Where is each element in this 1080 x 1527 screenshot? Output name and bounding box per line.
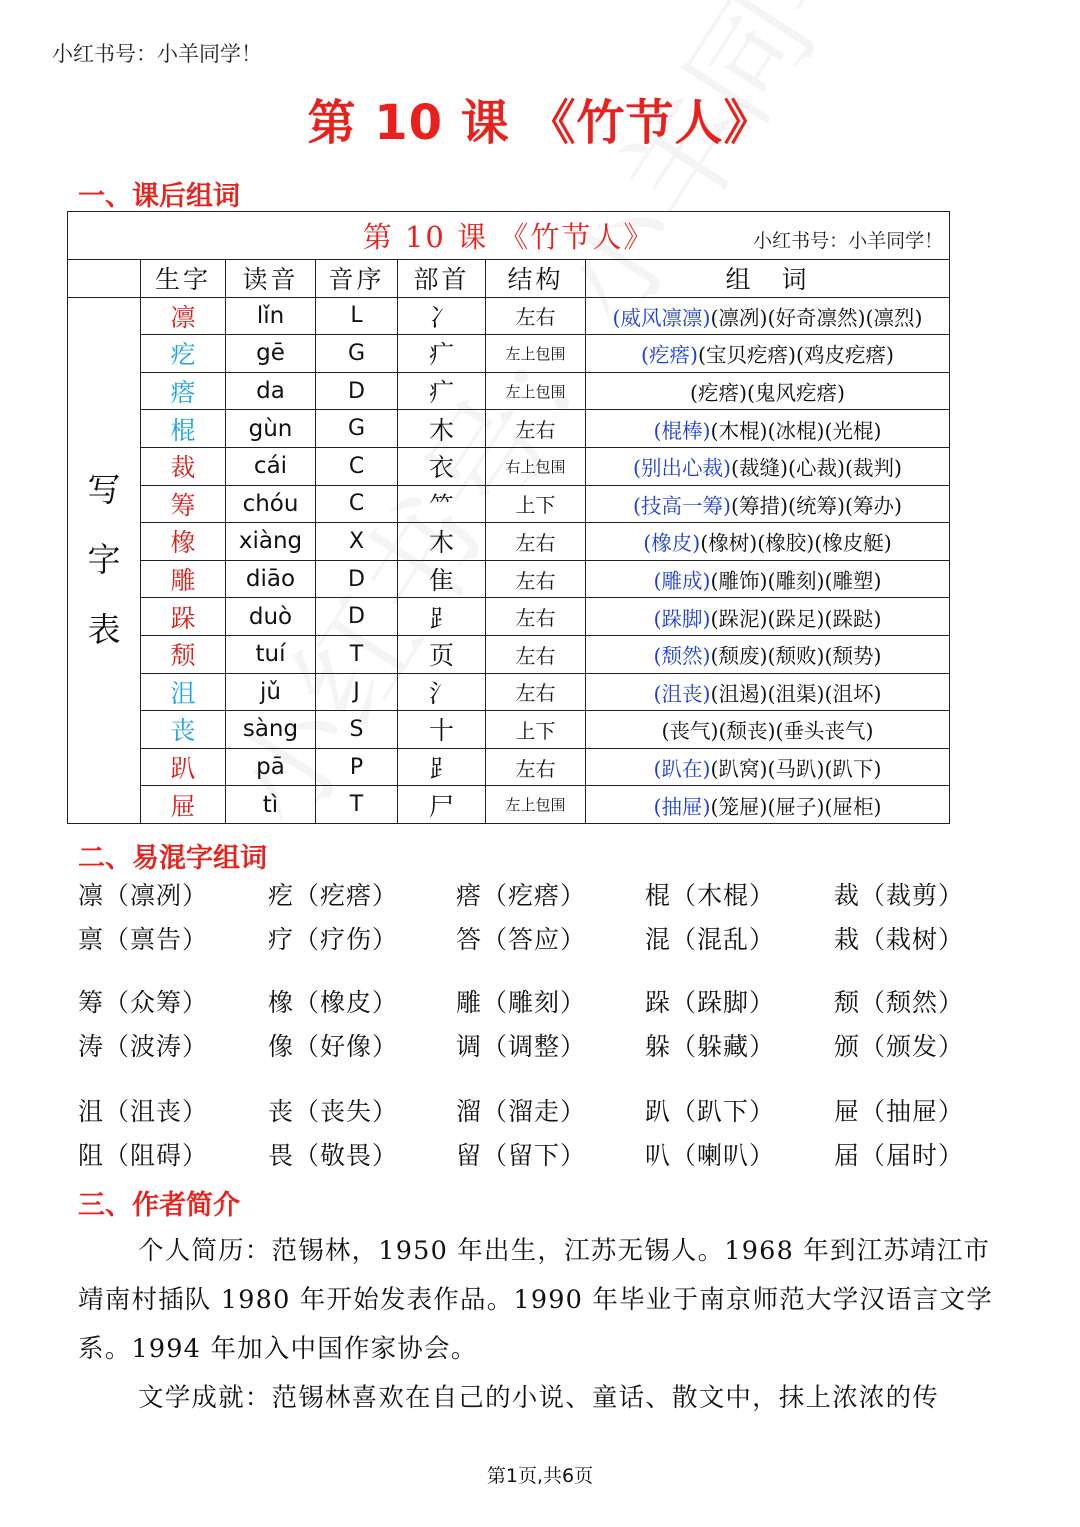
confusable-item: 趴（趴下） bbox=[645, 1097, 776, 1126]
cell-radical: 隹 bbox=[398, 560, 486, 598]
cell-structure: 上下 bbox=[486, 711, 586, 749]
cell-order: X bbox=[316, 523, 398, 561]
table-row bbox=[68, 335, 950, 373]
cell-char: 跺 bbox=[141, 598, 226, 636]
cell-order: T bbox=[316, 786, 398, 824]
confusable-item: 筹（众筹） bbox=[78, 988, 209, 1017]
cell-radical: 疒 bbox=[398, 335, 486, 373]
cell-char: 雕 bbox=[141, 560, 226, 598]
cell-pinyin: da bbox=[226, 372, 316, 410]
cell-order: D bbox=[316, 598, 398, 636]
header-words: 组 词 bbox=[586, 260, 950, 298]
table-row bbox=[68, 711, 950, 749]
word-list: (雕饰)(雕刻)(雕塑) bbox=[710, 569, 882, 594]
cell-pinyin: jǔ bbox=[226, 673, 316, 711]
cell-pinyin: sàng bbox=[226, 711, 316, 749]
cell-radical: 尸 bbox=[398, 786, 486, 824]
bio-paragraph-1: 个人简历：范锡林，1950 年出生，江苏无锡人。1968 年到江苏靖江市靖南村插队 1980 年开始发表作品。1990 年毕业于南京师范大学汉语言文学系。1994 年加入中国作家协会。 bbox=[78, 1236, 993, 1364]
confusable-item: 留（留下） bbox=[456, 1141, 587, 1170]
cell-words bbox=[586, 748, 950, 786]
word-highlight: (威风凛凛) bbox=[612, 305, 711, 330]
table-row bbox=[68, 786, 950, 824]
header-blank bbox=[68, 260, 141, 298]
word-list: (趴窝)(马趴)(趴下) bbox=[710, 757, 882, 782]
confusable-item: 畏（敬畏） bbox=[268, 1141, 399, 1170]
cell-pinyin: gùn bbox=[226, 410, 316, 448]
cell-char: 屉 bbox=[141, 786, 226, 824]
cell-char: 丧 bbox=[141, 711, 226, 749]
table-row bbox=[68, 410, 950, 448]
side-label: 写 字 表 bbox=[68, 297, 141, 823]
cell-words bbox=[586, 786, 950, 824]
confusable-item: 棍（木棍） bbox=[645, 881, 776, 910]
confusable-item: 雕（雕刻） bbox=[456, 988, 587, 1017]
cell-structure: 左上包围 bbox=[486, 335, 586, 373]
confusable-item: 疗（疗伤） bbox=[268, 925, 399, 954]
header-char: 生字 bbox=[141, 260, 226, 298]
table-watermark: 小红书号：小羊同学！ bbox=[753, 230, 944, 252]
cell-char: 疙 bbox=[141, 335, 226, 373]
table-title: 第 10 课 《竹节人》 bbox=[362, 220, 655, 254]
confusable-item: 溜（溜走） bbox=[456, 1097, 587, 1126]
confusable-item: 涛（波涛） bbox=[78, 1032, 209, 1061]
cell-radical: 冫 bbox=[398, 297, 486, 335]
word-highlight: (抽屉) bbox=[653, 794, 711, 819]
cell-char: 橡 bbox=[141, 523, 226, 561]
cell-char: 棍 bbox=[141, 410, 226, 448]
cell-structure: 左右 bbox=[486, 523, 586, 561]
cell-radical: 木 bbox=[398, 410, 486, 448]
cell-pinyin: lǐn bbox=[226, 297, 316, 335]
confusable-item: 届（届时） bbox=[834, 1141, 965, 1170]
bio-paragraph-2: 文学成就：范锡林喜欢在自己的小说、童话、散文中，抹上浓浓的传 bbox=[138, 1383, 940, 1413]
confusable-item: 屉（抽屉） bbox=[834, 1097, 965, 1126]
cell-order: C bbox=[316, 447, 398, 485]
word-highlight: (棍棒) bbox=[653, 418, 711, 443]
table-row bbox=[68, 673, 950, 711]
word-list: (笼屉)(屉子)(屉柜) bbox=[710, 794, 882, 819]
cell-radical: 木 bbox=[398, 523, 486, 561]
cell-structure: 左右 bbox=[486, 297, 586, 335]
table-row bbox=[68, 372, 950, 410]
word-list: (裁缝)(心裁)(裁判) bbox=[731, 456, 903, 481]
cell-pinyin: duò bbox=[226, 598, 316, 636]
cell-structure: 左右 bbox=[486, 560, 586, 598]
confusable-item: 混（混乱） bbox=[645, 925, 776, 954]
word-list: (颓废)(颓败)(颓势) bbox=[710, 644, 882, 669]
confusable-item: 凛（凛冽） bbox=[78, 881, 209, 910]
section-heading-word-groups: 一、课后组词 bbox=[78, 181, 240, 212]
section-heading-author: 三、作者简介 bbox=[78, 1190, 240, 1221]
cell-char: 沮 bbox=[141, 673, 226, 711]
cell-structure: 右上包围 bbox=[486, 447, 586, 485]
page-footer: 第1页,共6页 bbox=[486, 1465, 594, 1487]
header-order: 音序 bbox=[316, 260, 398, 298]
cell-char: 趴 bbox=[141, 748, 226, 786]
watermark-text: 小红书号：小羊同学！ bbox=[52, 42, 262, 66]
cell-order: G bbox=[316, 335, 398, 373]
cell-words bbox=[586, 335, 950, 373]
cell-pinyin: tuí bbox=[226, 635, 316, 673]
cell-words bbox=[586, 447, 950, 485]
cell-structure: 左右 bbox=[486, 410, 586, 448]
page-title: 第 10 课 《竹节人》 bbox=[307, 95, 773, 151]
section-heading-confusables: 二、易混字组词 bbox=[78, 843, 267, 874]
cell-char: 筹 bbox=[141, 485, 226, 523]
cell-order: L bbox=[316, 297, 398, 335]
confusable-item: 瘩（疙瘩） bbox=[456, 881, 587, 910]
cell-char: 颓 bbox=[141, 635, 226, 673]
cell-char: 凛 bbox=[141, 297, 226, 335]
word-highlight: (趴在) bbox=[653, 757, 711, 782]
word-list: (橡树)(橡胶)(橡皮艇) bbox=[700, 531, 892, 556]
confusable-item: 颓（颓然） bbox=[834, 988, 965, 1017]
cell-order: S bbox=[316, 711, 398, 749]
confusable-item: 沮（沮丧） bbox=[78, 1097, 209, 1126]
confusable-item: 叭（喇叭） bbox=[645, 1141, 776, 1170]
cell-radical: 十 bbox=[398, 711, 486, 749]
confusable-item: 像（好像） bbox=[268, 1032, 399, 1061]
cell-pinyin: pā bbox=[226, 748, 316, 786]
character-table bbox=[67, 211, 950, 824]
word-highlight: (颓然) bbox=[653, 644, 711, 669]
word-list: (宝贝疙瘩)(鸡皮疙瘩) bbox=[698, 343, 895, 368]
cell-radical: 页 bbox=[398, 635, 486, 673]
table-title-cell bbox=[68, 212, 950, 260]
cell-structure: 左右 bbox=[486, 748, 586, 786]
cell-words bbox=[586, 410, 950, 448]
word-list: (丧气)(颓丧)(垂头丧气) bbox=[661, 719, 874, 744]
cell-structure: 左右 bbox=[486, 673, 586, 711]
cell-words bbox=[586, 297, 950, 335]
cell-order: D bbox=[316, 560, 398, 598]
table-row bbox=[68, 598, 950, 636]
table-row bbox=[68, 297, 950, 335]
table-header-row bbox=[68, 260, 950, 298]
cell-pinyin: tì bbox=[226, 786, 316, 824]
cell-pinyin: chóu bbox=[226, 485, 316, 523]
word-list: (跺泥)(跺足)(跺跶) bbox=[710, 606, 882, 631]
word-list: (木棍)(冰棍)(光棍) bbox=[710, 418, 882, 443]
word-list: (筹措)(统筹)(筹办) bbox=[731, 493, 903, 518]
cell-order: J bbox=[316, 673, 398, 711]
cell-structure: 左右 bbox=[486, 598, 586, 636]
word-list: (凛冽)(好奇凛然)(凛烈) bbox=[710, 305, 923, 330]
confusable-item: 裁（裁剪） bbox=[834, 881, 965, 910]
word-highlight: (跺脚) bbox=[653, 606, 711, 631]
cell-structure: 左上包围 bbox=[486, 786, 586, 824]
table-row bbox=[68, 447, 950, 485]
cell-radical: ⻊ bbox=[398, 598, 486, 636]
confusable-item: 阻（阻碍） bbox=[78, 1141, 209, 1170]
header-radical: 部首 bbox=[398, 260, 486, 298]
cell-words bbox=[586, 372, 950, 410]
cell-order: P bbox=[316, 748, 398, 786]
cell-order: C bbox=[316, 485, 398, 523]
table-row bbox=[68, 748, 950, 786]
cell-structure: 左右 bbox=[486, 635, 586, 673]
confusable-item: 躲（躲藏） bbox=[645, 1032, 776, 1061]
table-row bbox=[68, 523, 950, 561]
header-structure: 结构 bbox=[486, 260, 586, 298]
confusable-item: 禀（禀告） bbox=[78, 925, 209, 954]
cell-char: 裁 bbox=[141, 447, 226, 485]
cell-pinyin: diāo bbox=[226, 560, 316, 598]
confusable-item: 丧（丧失） bbox=[268, 1097, 399, 1126]
cell-structure: 上下 bbox=[486, 485, 586, 523]
cell-char: 瘩 bbox=[141, 372, 226, 410]
cell-words bbox=[586, 485, 950, 523]
confusable-item: 栽（栽树） bbox=[834, 925, 965, 954]
cell-radical: ⻊ bbox=[398, 748, 486, 786]
word-list: (疙瘩)(鬼风疙瘩) bbox=[690, 381, 846, 406]
confusable-item: 颁（颁发） bbox=[834, 1032, 965, 1061]
cell-pinyin: cái bbox=[226, 447, 316, 485]
cell-order: T bbox=[316, 635, 398, 673]
word-highlight: (技高一筹) bbox=[633, 493, 732, 518]
confusable-item: 答（答应） bbox=[456, 925, 587, 954]
confusable-item: 橡（橡皮） bbox=[268, 988, 399, 1017]
cell-words bbox=[586, 560, 950, 598]
cell-words bbox=[586, 523, 950, 561]
confusable-item: 疙（疙瘩） bbox=[268, 881, 399, 910]
cell-radical: ⺮ bbox=[398, 485, 486, 523]
cell-words bbox=[586, 711, 950, 749]
word-list: (沮遏)(沮渠)(沮坏) bbox=[710, 681, 882, 706]
cell-pinyin: gē bbox=[226, 335, 316, 373]
confusable-item: 跺（跺脚） bbox=[645, 988, 776, 1017]
word-highlight: (别出心裁) bbox=[633, 456, 732, 481]
author-bio bbox=[78, 1227, 1003, 1423]
cell-words bbox=[586, 635, 950, 673]
confusable-item: 调（调整） bbox=[456, 1032, 587, 1061]
cell-words bbox=[586, 673, 950, 711]
cell-radical: 疒 bbox=[398, 372, 486, 410]
table-row bbox=[68, 485, 950, 523]
word-highlight: (橡皮) bbox=[643, 531, 701, 556]
cell-order: G bbox=[316, 410, 398, 448]
cell-radical: 衣 bbox=[398, 447, 486, 485]
cell-pinyin: xiàng bbox=[226, 523, 316, 561]
header-pinyin: 读音 bbox=[226, 260, 316, 298]
word-highlight: (雕成) bbox=[653, 569, 711, 594]
table-row bbox=[68, 560, 950, 598]
cell-radical: 氵 bbox=[398, 673, 486, 711]
word-highlight: (疙瘩) bbox=[641, 343, 699, 368]
cell-words bbox=[586, 598, 950, 636]
cell-order: D bbox=[316, 372, 398, 410]
cell-structure: 左上包围 bbox=[486, 372, 586, 410]
word-highlight: (沮丧) bbox=[653, 681, 711, 706]
table-row bbox=[68, 635, 950, 673]
